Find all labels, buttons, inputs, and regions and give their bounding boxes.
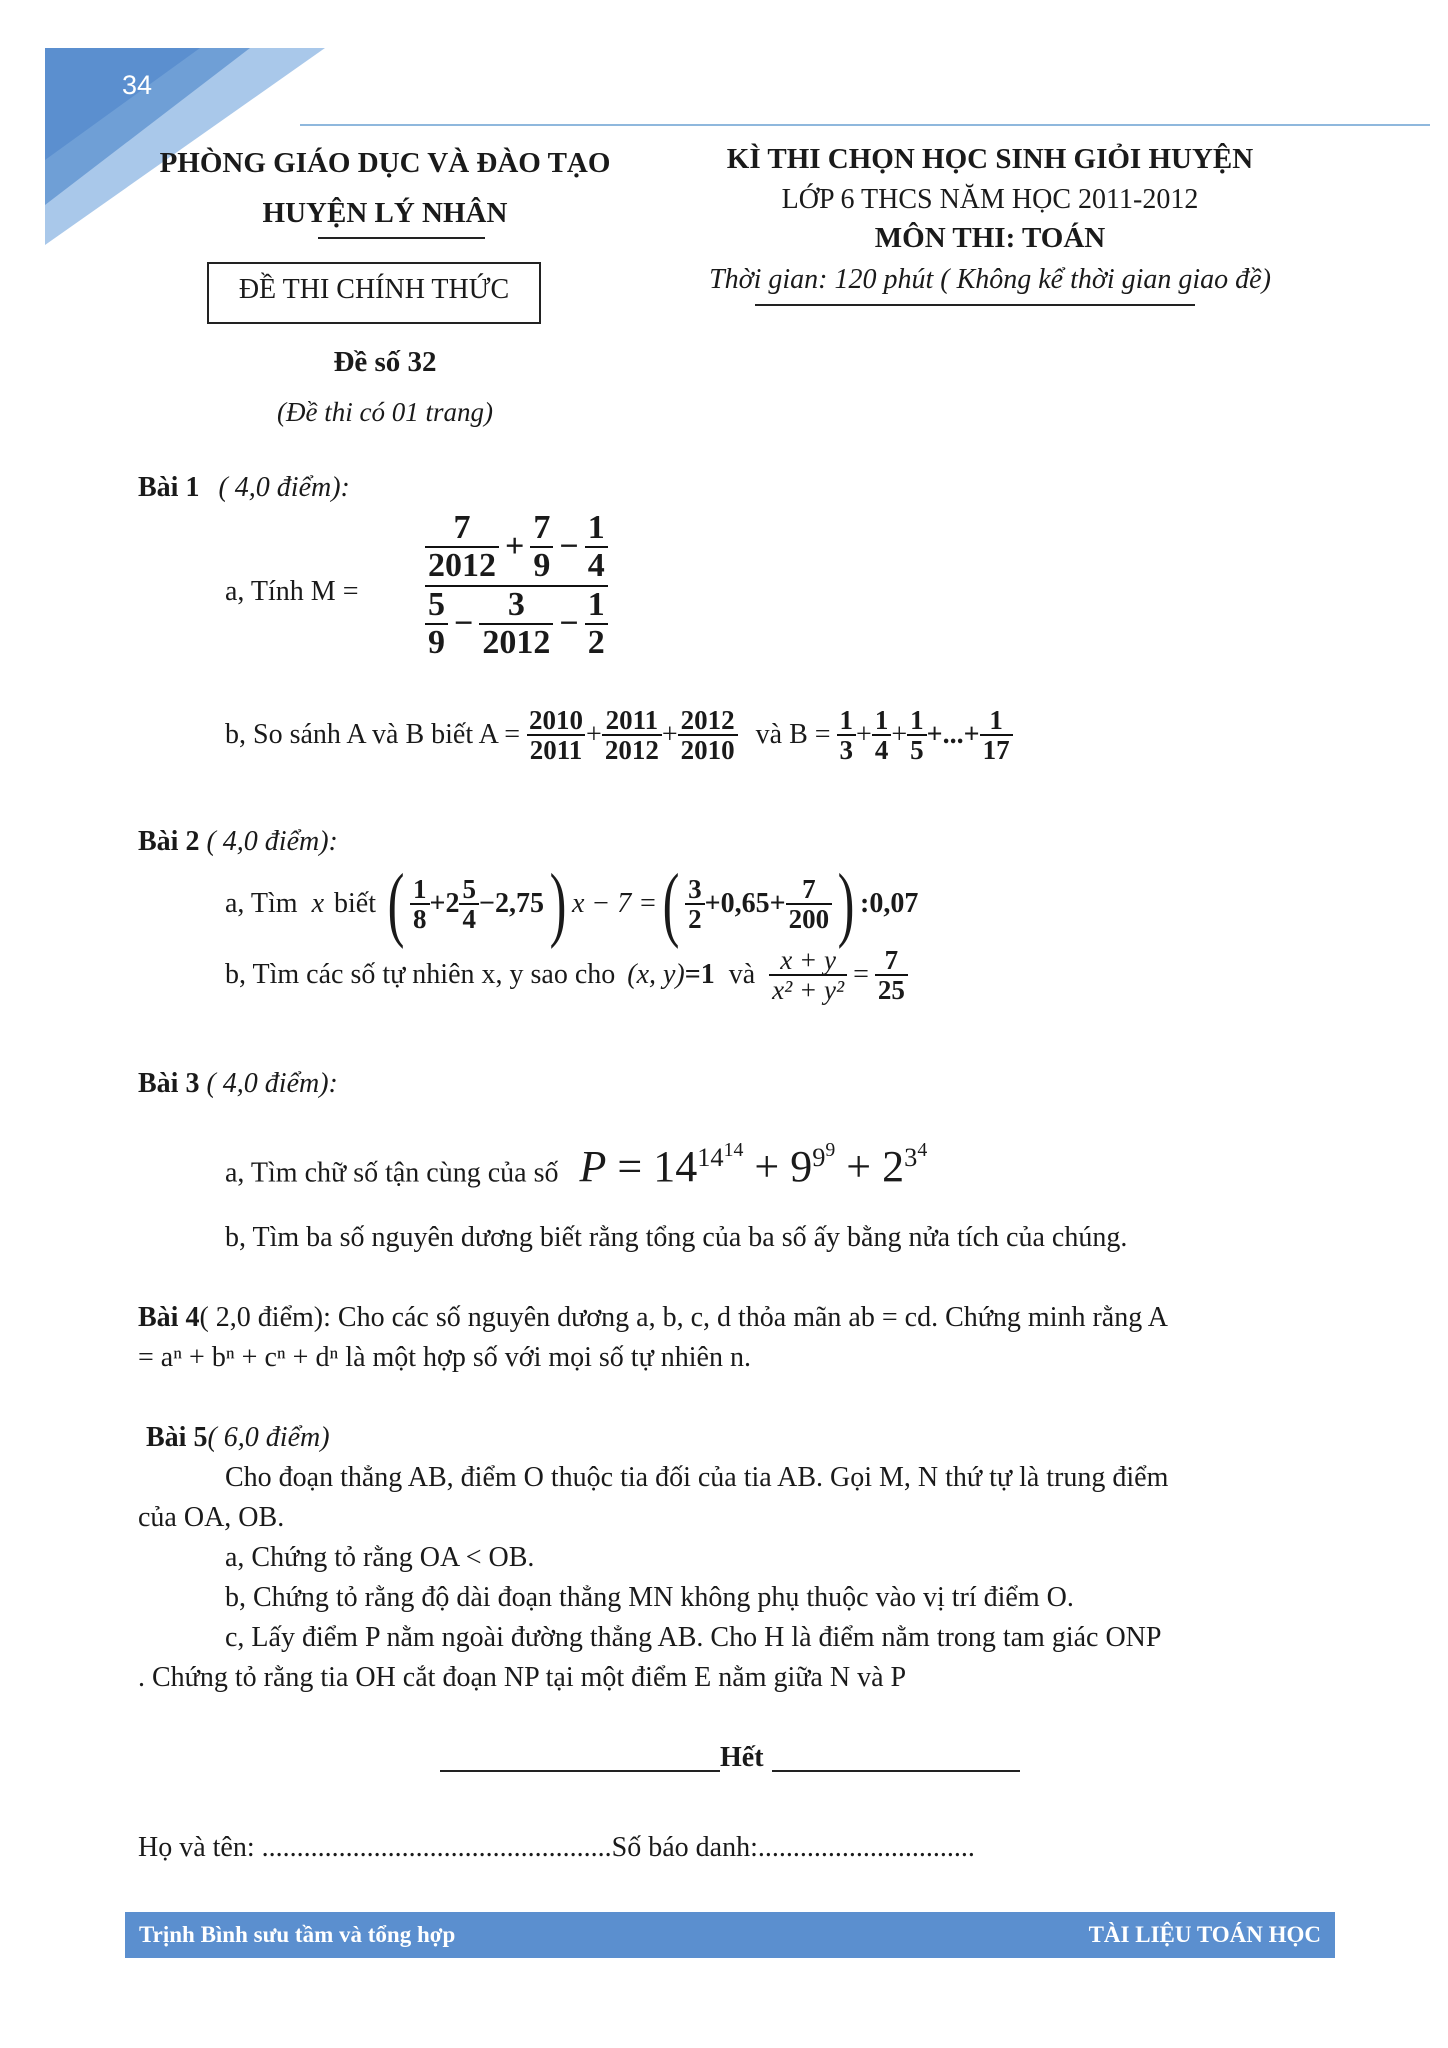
- grade-year: LỚP 6 THCS NĂM HỌC 2011-2012: [781, 184, 1199, 215]
- footer-right: TÀI LIỆU TOÁN HỌC: [1088, 1922, 1321, 1947]
- candidate-info: Họ và tên: ..................................................Số báo danh:...............................: [138, 1832, 975, 1863]
- bai1-a-denominator: $\frac{5}{9}$ − $\frac{3}{2012}$ − $\frac{1}{2}$: [425, 587, 608, 660]
- footer-bar: [125, 1912, 1335, 1958]
- footer-left: Trịnh Bình sưu tầm và tổng hợp: [139, 1922, 456, 1947]
- bai3-title: Bài 3: [138, 1068, 200, 1099]
- department-title: PHÒNG GIÁO DỤC VÀ ĐÀO TẠO: [159, 147, 611, 179]
- bai5-b: b, Chứng tỏ rằng độ dài đoạn thẳng MN không phụ thuộc vào vị trí điểm O.: [225, 1582, 1074, 1613]
- bai1-b-line: b, So sánh A và B biết A = $\frac{2010}{2011}$ + $\frac{2011}{2012}$ + $\frac{2012}{2010}$ và B = $\frac{1}{3}$ + $\frac{1}{4}$ + $\frac{1}{5}$ +...+ $\frac{1}{17}$: [225, 706, 1013, 765]
- bai5-p1: Cho đoạn thẳng AB, điểm O thuộc tia đối của tia AB. Gọi M, N thứ tự là trung điểm: [225, 1462, 1169, 1493]
- official-label: ĐỀ THI CHÍNH THỨC: [238, 274, 510, 305]
- bai5-p1b: của OA, OB.: [138, 1502, 285, 1533]
- bai5-c1: c, Lấy điểm P nằm ngoài đường thẳng AB. Cho H là điểm nằm trong tam giác ONP: [225, 1622, 1162, 1653]
- bai5-heading: [146, 1418, 330, 1458]
- bai5-points: ( 6,0 điểm): [207, 1422, 330, 1453]
- bai5-c2: . Chứng tỏ rằng tia OH cắt đoạn NP tại một điểm E nằm giữa N và P: [138, 1662, 907, 1693]
- bai4-points: ( 2,0 điểm):: [199, 1302, 331, 1333]
- bai1-a-expression: [425, 510, 608, 661]
- bai3-a-line: a, Tìm chữ số tận cùng của số $P = 14^{14^{14}} + 9^{9^9} + 2^{3^4}$: [225, 1139, 928, 1192]
- bai1-a-label: a, Tính M =: [225, 576, 359, 607]
- bai4-title: Bài 4: [138, 1302, 200, 1333]
- bai5-title: Bài 5: [146, 1422, 208, 1453]
- bai2-heading: [138, 822, 338, 862]
- bai4-line1: Bài 4( 2,0 điểm): Cho các số nguyên dương a, b, c, d thỏa mãn ab = cd. Chứng minh rằng A: [138, 1302, 1168, 1333]
- bai2-title: Bài 2: [138, 826, 200, 857]
- bai3-b: b, Tìm ba số nguyên dương biết rằng tổng của ba số ấy bằng nửa tích của chúng.: [225, 1222, 1128, 1253]
- bai2-points: ( 4,0 điểm):: [206, 826, 338, 857]
- bai1-a-numerator: $\frac{7}{2012}$ + $\frac{7}{9}$ − $\frac{1}{4}$: [425, 510, 608, 583]
- district-underline: [318, 237, 485, 239]
- end-rule-right: [772, 1770, 1020, 1772]
- bai1-title: Bài 1: [138, 472, 200, 503]
- bai4-line2: = aⁿ + bⁿ + cⁿ + dⁿ là một hợp số với mọi số tự nhiên n.: [138, 1342, 751, 1373]
- exam-pages: (Đề thi có 01 trang): [277, 397, 493, 427]
- district-title: HUYỆN LÝ NHÂN: [262, 197, 508, 229]
- bai2-a-line: a, Tìm x biết ( $\frac{1}{8}$ +2 $\frac{5}{4}$ −2,75 ) x − 7 = ( $\frac{3}{2}$ +0,65+ $\frac{7}{200}$ ) :0,07: [225, 857, 919, 950]
- contest-title: KÌ THI CHỌN HỌC SINH GIỎI HUYỆN: [726, 143, 1254, 175]
- time-underline: [755, 304, 1195, 306]
- bai2-b-line: b, Tìm các số tự nhiên x, y sao cho (x, y) =1 và $\frac{x + y}{\text{x² + y²}}$ = $\frac{7}{25}$: [225, 946, 908, 1005]
- exam-number: Đề số 32: [333, 346, 437, 378]
- header-rule: [300, 124, 1430, 126]
- bai3-points: ( 4,0 điểm):: [206, 1068, 338, 1099]
- bai1-points: ( 4,0 điểm):: [218, 472, 350, 503]
- end-rule-left: [440, 1770, 720, 1772]
- subject: MÔN THI: TOÁN: [874, 222, 1106, 254]
- bai1-heading: [138, 468, 350, 508]
- end-text: Hết: [720, 1742, 764, 1773]
- bai3-heading: [138, 1064, 338, 1104]
- page-number: 34: [122, 70, 153, 100]
- bai5-a: a, Chứng tỏ rằng OA < OB.: [225, 1542, 535, 1573]
- exam-time: Thời gian: 120 phút ( Không kể thời gian giao đề): [709, 264, 1271, 295]
